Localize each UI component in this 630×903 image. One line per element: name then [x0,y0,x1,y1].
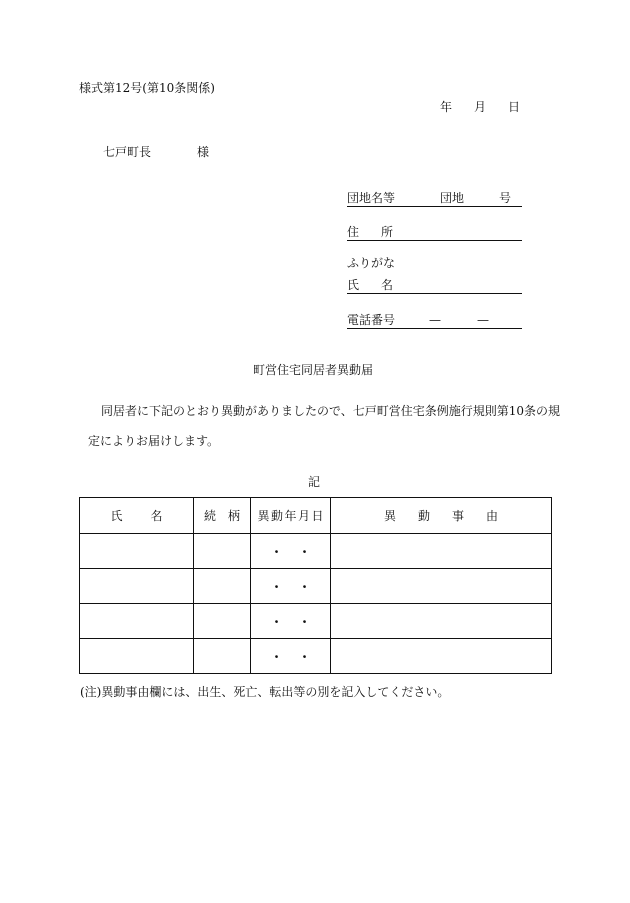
address-label-2: 所 [381,225,394,239]
cell-relation[interactable] [194,604,251,639]
phone-field[interactable] [347,314,522,329]
cell-reason[interactable] [331,604,552,639]
cell-date[interactable]: ・ ・ [251,639,331,674]
furigana-field[interactable] [347,257,522,271]
cell-date[interactable]: ・ ・ [251,604,331,639]
cell-relation[interactable] [194,569,251,604]
header-relation: 続 柄 [194,498,251,534]
phone-dash-2: — [477,313,489,327]
document-title: 町営住宅同居者異動届 [253,363,374,377]
phone-label: 電話番号 [347,313,396,327]
table-row [80,604,552,639]
header-reason: 異 動 事 由 [331,498,552,534]
date-line [440,101,520,113]
header-date: 異 動 年 月 日 [251,498,331,534]
change-table [79,497,552,674]
date-year: 年 [440,100,453,114]
danchi-suffix: 団地 [440,191,465,205]
phone-dash-1: — [429,313,441,327]
cell-date[interactable]: ・ ・ [251,534,331,569]
name-label-1: 氏 [347,278,360,292]
cell-name[interactable] [80,569,194,604]
danchi-label: 団地名等 [347,191,396,205]
table-row [80,534,552,569]
table-row [80,639,552,674]
address-field[interactable] [347,226,522,241]
number-suffix: 号 [499,191,512,205]
date-month: 月 [474,100,487,114]
form-number: 様式第12号(第10条関係) [79,81,215,95]
name-field[interactable] [347,279,522,294]
cell-name[interactable] [80,604,194,639]
body-line-2: 定によりお届けします。 [88,434,220,448]
cell-relation[interactable] [194,534,251,569]
table-header-row [80,498,552,534]
name-label-2: 名 [381,278,394,292]
ki-heading: 記 [308,475,321,489]
addressee [103,146,209,158]
date-day: 日 [508,100,521,114]
cell-reason[interactable] [331,569,552,604]
body-line-1: 同居者に下記のとおり異動がありましたので、七戸町営住宅条例施行規則第10条の規 [101,404,561,418]
cell-name[interactable] [80,639,194,674]
header-name: 氏 名 [80,498,194,534]
danchi-field[interactable] [347,192,522,207]
cell-reason[interactable] [331,534,552,569]
table-row [80,569,552,604]
cell-date[interactable]: ・ ・ [251,569,331,604]
addressee-honorific: 様 [197,145,210,159]
cell-reason[interactable] [331,639,552,674]
addressee-name: 七戸町長 [103,145,152,159]
cell-relation[interactable] [194,639,251,674]
footnote: (注)異動事由欄には、出生、死亡、転出等の別を記入してください。 [80,685,450,699]
furigana-label: ふりがな [347,256,396,270]
cell-name[interactable] [80,534,194,569]
address-label-1: 住 [347,225,360,239]
